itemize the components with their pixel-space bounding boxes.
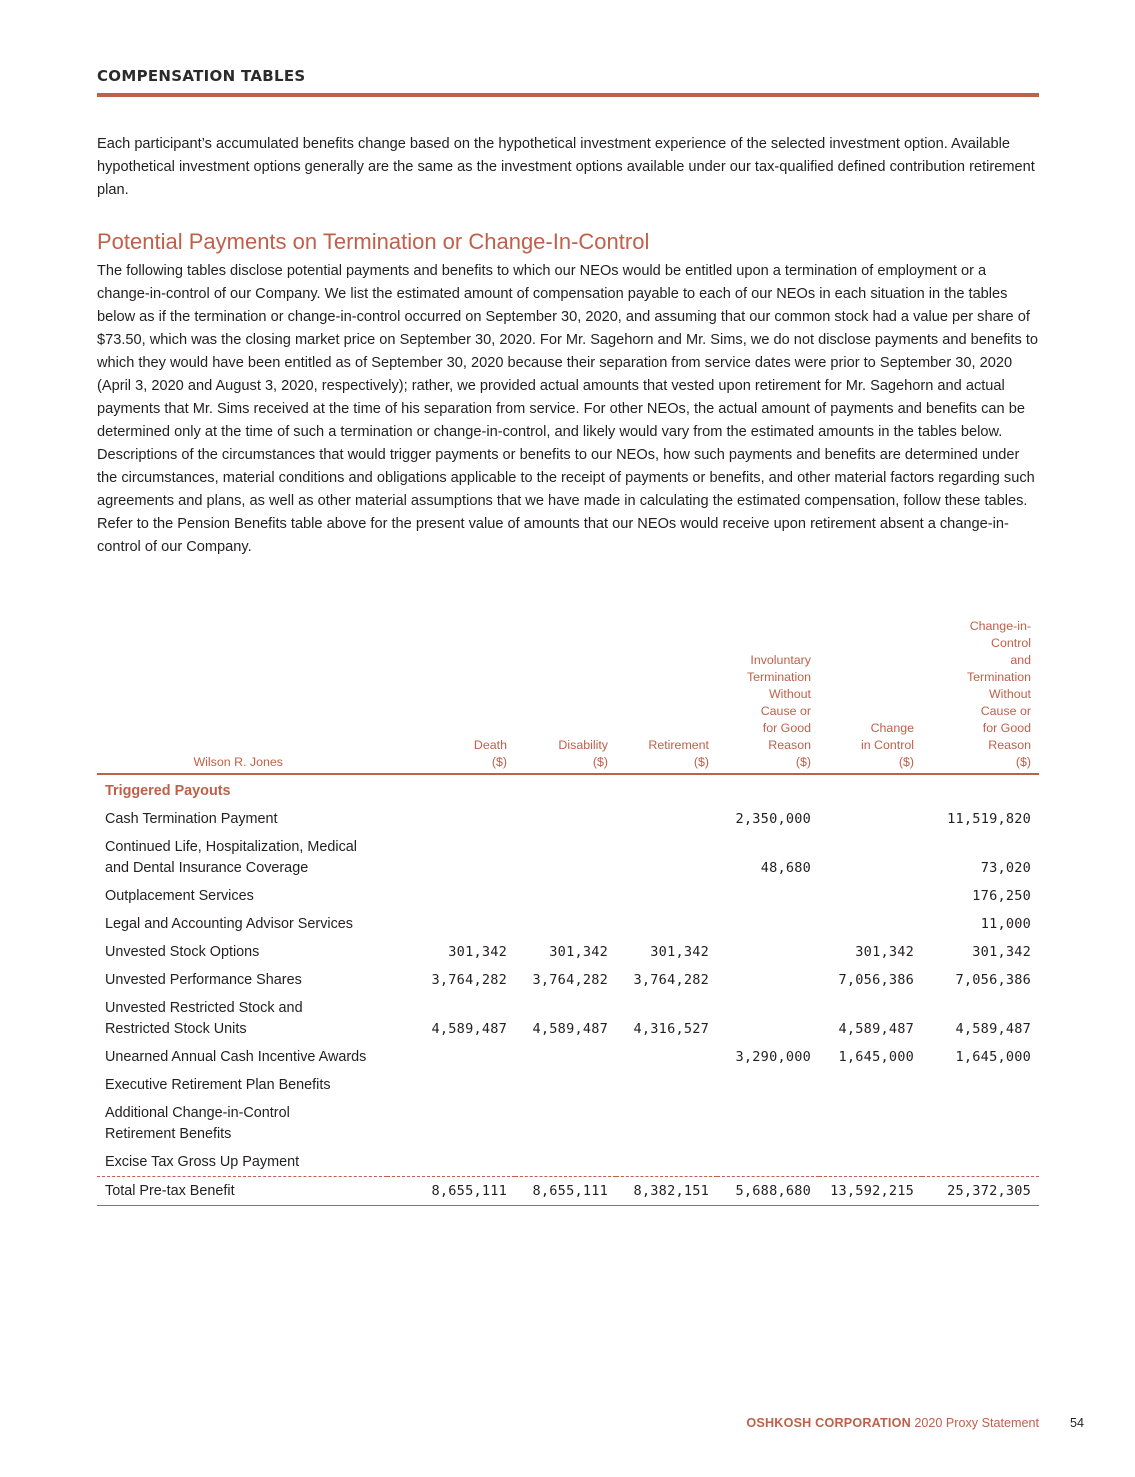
cell-value [515,805,616,833]
page-number: 54 [1069,1416,1084,1430]
row-label-line: Outplacement Services [105,888,254,904]
cell-value [616,805,717,833]
table-row [97,1071,1039,1099]
cell-value [515,833,616,882]
cell-value [387,1043,515,1071]
cell-value [819,1148,922,1177]
total-row [97,1177,1039,1206]
cell-value [515,1099,616,1148]
cell-value [717,1071,819,1099]
column-header: Change-in- Control and Termination Without Cause or for Good Reason ($) [966,619,1031,769]
cell-value [819,833,922,882]
cell-value [616,833,717,882]
cell-value [717,994,819,1043]
cell-value [922,1071,1039,1099]
cell-value [515,1043,616,1071]
row-label-line: Unvested Stock Options [105,944,260,960]
table-row [97,910,1039,938]
cell-value: 8,382,151 [633,1183,709,1199]
cell-value: 11,519,820 [947,811,1031,827]
row-label-line: Restricted Stock Units [105,1021,247,1037]
row-label [97,833,387,882]
column-header: Disability ($) [558,738,608,769]
header-rule [97,93,1039,97]
section-heading: Potential Payments on Termination or Change-In-Control [97,229,650,254]
cell-value: 4,589,487 [532,1021,608,1037]
column-header: Retirement ($) [648,738,709,769]
cell-value: 3,764,282 [431,972,507,988]
cell-value [387,882,515,910]
cell-value: 4,589,487 [838,1021,914,1037]
cell-value [387,910,515,938]
cell-value: 8,655,111 [431,1183,507,1199]
cell-value [616,910,717,938]
section-header [97,66,1039,97]
row-label-line: Excise Tax Gross Up Payment [105,1154,300,1170]
cell-value: 301,342 [855,944,914,960]
cell-value [515,882,616,910]
row-label: Total Pre-tax Benefit [105,1183,235,1199]
row-label [97,1071,387,1099]
row-label [97,938,387,966]
table-row [97,1099,1039,1148]
cell-value [922,1148,1039,1177]
row-label [97,910,387,938]
cell-value: 1,645,000 [838,1049,914,1065]
cell-value: 11,000 [980,916,1031,932]
cell-value [819,882,922,910]
cell-value [922,1099,1039,1148]
row-label [97,882,387,910]
cell-value: 301,342 [972,944,1031,960]
cell-value [616,882,717,910]
cell-value [819,805,922,833]
column-header: Death ($) [473,738,507,769]
payments-table [97,618,1039,1206]
cell-value: 3,290,000 [735,1049,811,1065]
cell-value: 7,056,386 [955,972,1031,988]
table-row [97,1043,1039,1071]
cell-value [717,1148,819,1177]
cell-value: 3,764,282 [633,972,709,988]
cell-value: 13,592,215 [830,1183,914,1199]
cell-value [717,882,819,910]
cell-value [387,1099,515,1148]
cell-value: 301,342 [549,944,608,960]
row-label-line: Cash Termination Payment [105,811,278,827]
table-row [97,882,1039,910]
cell-value: 301,342 [448,944,507,960]
row-label-line: Continued Life, Hospitalization, Medical [105,839,357,855]
row-label-line: Retirement Benefits [105,1126,232,1142]
intro-paragraph: Each participant’s accumulated benefits change based on the hypothetical investment experience of the selected investment option. Available hypothetical investment options generally are the same as the investment options available under our tax-qualified defined contribution retirement plan. [97,136,1035,198]
cell-value: 4,589,487 [431,1021,507,1037]
cell-value [819,910,922,938]
cell-value: 7,056,386 [838,972,914,988]
cell-value: 4,316,527 [633,1021,709,1037]
row-label-line: and Dental Insurance Coverage [105,860,309,876]
cell-value: 1,645,000 [955,1049,1031,1065]
table-row [97,805,1039,833]
table-header-row [97,618,1039,774]
cell-value [616,1043,717,1071]
cell-value [717,966,819,994]
cell-value [515,1071,616,1099]
cell-value [616,1148,717,1177]
row-label-line: Executive Retirement Plan Benefits [105,1077,331,1093]
cell-value: 2,350,000 [735,811,811,827]
cell-value [616,1099,717,1148]
table-row [97,994,1039,1043]
cell-value [515,910,616,938]
column-header: Involuntary Termination Without Cause or for Good Reason ($) [746,653,811,769]
cell-value: 4,589,487 [955,1021,1031,1037]
row-label-line: Unvested Performance Shares [105,972,302,988]
cell-value [387,1148,515,1177]
table-row [97,833,1039,882]
footer-brand [746,1416,1039,1430]
cell-value: 5,688,680 [735,1183,811,1199]
cell-value: 3,764,282 [532,972,608,988]
row-label [97,1099,387,1148]
table-row [97,966,1039,994]
row-label [97,1043,387,1071]
row-label [97,994,387,1043]
cell-value [387,805,515,833]
row-label-line: Unearned Annual Cash Incentive Awards [105,1049,367,1065]
cell-value: 48,680 [760,860,811,876]
cell-value [387,833,515,882]
cell-value [717,1099,819,1148]
cell-value [717,910,819,938]
row-label-line: Additional Change-in-Control [105,1105,290,1121]
cell-value [616,1071,717,1099]
footer-company: OSHKOSH CORPORATION [746,1416,911,1430]
column-header: Change in Control ($) [860,721,914,769]
cell-value [819,1099,922,1148]
row-label-line: Unvested Restricted Stock and [105,1000,303,1016]
group-row [97,774,1039,805]
cell-value [387,1071,515,1099]
cell-value: 176,250 [972,888,1031,904]
row-label-line: Legal and Accounting Advisor Services [105,916,353,932]
table-row [97,938,1039,966]
cell-value [717,938,819,966]
cell-value: 301,342 [650,944,709,960]
cell-value: 73,020 [980,860,1031,876]
cell-value [515,1148,616,1177]
cell-value [819,1071,922,1099]
cell-value: 8,655,111 [532,1183,608,1199]
section-title: COMPENSATION TABLES [97,67,306,85]
group-label: Triggered Payouts [105,783,231,799]
neo-name-header: Wilson R. Jones [193,755,283,769]
table-row [97,1148,1039,1177]
footer-document: 2020 Proxy Statement [914,1416,1039,1430]
section-paragraph: The following tables disclose potential payments and benefits to which our NEOs would be entitled upon a termination of employment or a change-in-control of our Company. We list the estimated amount of compensation payable to each of our NEOs in each situation in the tables below as if the termination or change-in-control occurred on September 30, 2020, and assuming that our common stock had a value per share of $73.50, which was the closing market price on September 30, 2020. For Mr. Sagehorn and Mr. Sims, we do not disclose payments and benefits to which they would have been entitled as of September 30, 2020 because their separation from service dates were prior to September 30, 2020 (April 3, 2020 and August 3, 2020, respectively); rather, we provided actual amounts that vested upon retirement for Mr. Sagehorn and actual payments that Mr. Sims received at the time of his separation from service. For other NEOs, the actual amount of payments and benefits can be determined only at the time of such a termination or change-in-control, and likely would vary from the estimated amounts in the tables below. Descriptions of the circumstances that would trigger payments or benefits to our NEOs, how such payments and benefits are determined under the circumstances, material conditions and obligations applicable to the receipt of payments or benefits, and other material factors regarding such agreements and plans, as well as other material assumptions that we have made in calculating the estimated compensation, follow these tables. Refer to the Pension Benefits table above for the present value of amounts that our NEOs would receive upon retirement absent a change-in-control of our Company. [97,263,1038,555]
row-label [97,966,387,994]
row-label [97,805,387,833]
cell-value: 25,372,305 [947,1183,1031,1199]
row-label [97,1148,387,1177]
